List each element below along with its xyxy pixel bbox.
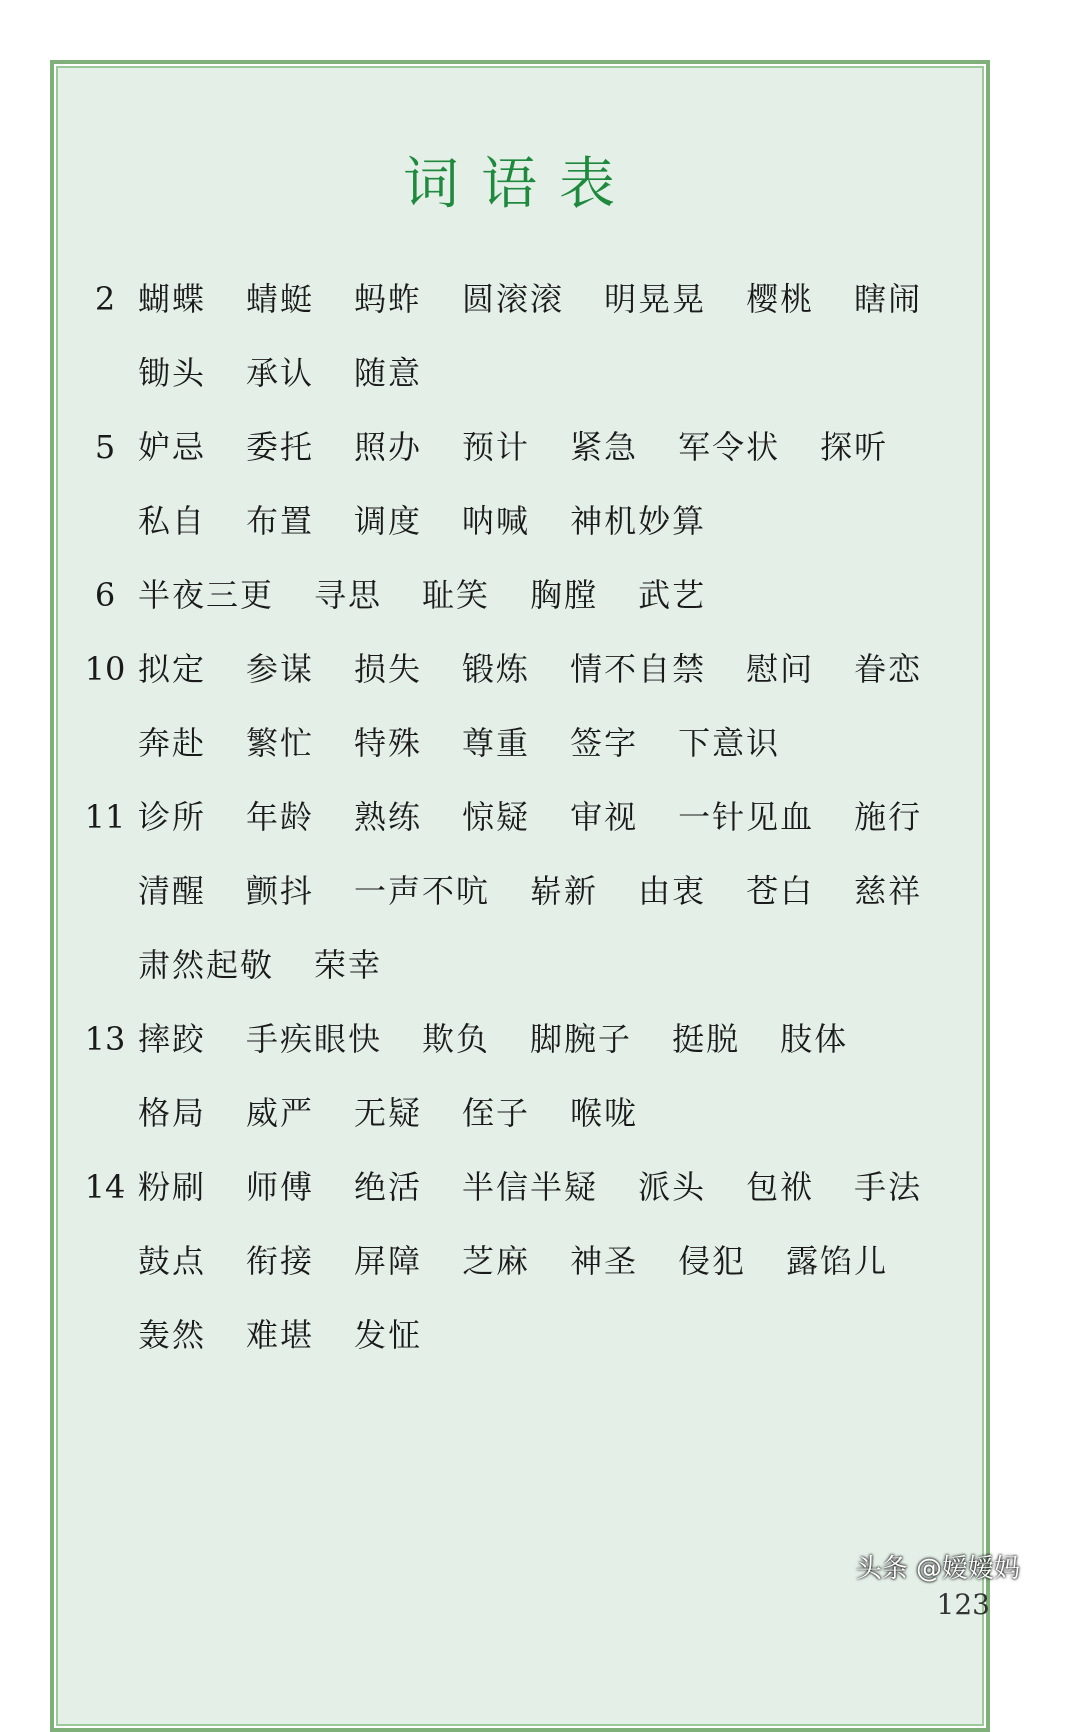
vocab-word: 慈祥	[854, 872, 923, 910]
vocab-word: 熟练	[354, 798, 423, 836]
vocab-word: 军令状	[678, 428, 781, 466]
vocab-word: 肢体	[780, 1020, 849, 1058]
vocab-word: 耻笑	[422, 576, 491, 614]
word-list	[138, 410, 972, 558]
vocab-word: 手法	[854, 1168, 923, 1206]
vocab-word: 繁忙	[246, 724, 315, 762]
vocab-word: 武艺	[638, 576, 707, 614]
vocab-word: 鼓点	[138, 1242, 207, 1280]
vocab-word: 屏障	[354, 1242, 423, 1280]
vocab-word: 私自	[138, 502, 207, 540]
page-number: 123	[936, 1588, 990, 1621]
lesson-number: 13	[84, 1020, 126, 1058]
lesson-number: 5	[94, 428, 116, 466]
vocab-word: 蜻蜓	[246, 280, 315, 318]
vocab-word: 粉刷	[138, 1168, 207, 1206]
vocab-word: 委托	[246, 428, 315, 466]
vocab-word: 由衷	[638, 872, 707, 910]
vocab-word: 格局	[138, 1094, 207, 1132]
vocab-word: 侵犯	[678, 1242, 747, 1280]
vocab-word: 轰然	[138, 1316, 207, 1354]
vocab-word: 紧急	[570, 428, 639, 466]
vocab-word: 预计	[462, 428, 531, 466]
vocab-word: 难堪	[246, 1316, 315, 1354]
vocab-word: 欺负	[422, 1020, 491, 1058]
vocab-word: 包袱	[746, 1168, 815, 1206]
vocab-word: 参谋	[246, 650, 315, 688]
vocab-word: 锄头	[138, 354, 207, 392]
vocab-word: 尊重	[462, 724, 531, 762]
vocab-word: 调度	[354, 502, 423, 540]
page-title: 词语表	[403, 152, 637, 217]
lesson-number: 6	[94, 576, 116, 614]
vocab-word: 妒忌	[138, 428, 207, 466]
vocab-word: 年龄	[246, 798, 315, 836]
vocab-word: 一声不吭	[354, 872, 491, 910]
vocab-word: 下意识	[678, 724, 781, 762]
vocab-word: 颤抖	[246, 872, 315, 910]
vocab-word: 清醒	[138, 872, 207, 910]
vocab-word: 布置	[246, 502, 315, 540]
vocab-word: 明晃晃	[604, 280, 707, 318]
vocab-word: 圆滚滚	[462, 280, 565, 318]
vocab-word: 发怔	[354, 1316, 423, 1354]
lesson-number: 11	[84, 798, 126, 836]
vocab-word: 半夜三更	[138, 576, 275, 614]
lesson-number: 14	[84, 1168, 126, 1206]
vocab-word: 签字	[570, 724, 639, 762]
vocab-word: 照办	[354, 428, 423, 466]
vocab-word: 损失	[354, 650, 423, 688]
vocab-word: 寻思	[314, 576, 383, 614]
lesson-number: 10	[84, 650, 126, 688]
vocab-word: 崭新	[530, 872, 599, 910]
vocab-word: 肃然起敬	[138, 946, 275, 984]
vocab-word: 衔接	[246, 1242, 315, 1280]
vocab-word: 挺脱	[672, 1020, 741, 1058]
vocab-list	[72, 262, 972, 1372]
vocab-word: 摔跤	[138, 1020, 207, 1058]
vocab-group	[72, 1150, 972, 1372]
vocab-word: 师傅	[246, 1168, 315, 1206]
vocab-word: 喉咙	[570, 1094, 639, 1132]
vocab-word: 绝活	[354, 1168, 423, 1206]
vocab-word: 审视	[570, 798, 639, 836]
vocab-word: 侄子	[462, 1094, 531, 1132]
vocab-word: 一针见血	[678, 798, 815, 836]
vocab-group	[72, 262, 972, 410]
word-list	[138, 1150, 972, 1372]
vocab-group	[72, 632, 972, 780]
word-list	[138, 262, 972, 410]
vocab-word: 苍白	[746, 872, 815, 910]
vocab-word: 露馅儿	[786, 1242, 889, 1280]
vocab-word: 神机妙算	[570, 502, 707, 540]
vocab-word: 胸膛	[530, 576, 599, 614]
vocab-word: 慰问	[746, 650, 815, 688]
vocab-word: 特殊	[354, 724, 423, 762]
watermark-label: 头条 @嫒嫒妈	[855, 1554, 1020, 1584]
vocab-word: 奔赴	[138, 724, 207, 762]
vocab-word: 锻炼	[462, 650, 531, 688]
vocab-word: 手疾眼快	[246, 1020, 383, 1058]
word-list	[138, 1002, 972, 1150]
vocab-word: 惊疑	[462, 798, 531, 836]
vocab-word: 威严	[246, 1094, 315, 1132]
vocab-word: 荣幸	[314, 946, 383, 984]
vocab-group	[72, 558, 972, 632]
word-list	[138, 632, 972, 780]
vocab-word: 无疑	[354, 1094, 423, 1132]
word-list	[138, 780, 972, 1002]
vocab-word: 派头	[638, 1168, 707, 1206]
vocab-word: 瞎闹	[854, 280, 923, 318]
vocab-word: 半信半疑	[462, 1168, 599, 1206]
vocab-word: 蚂蚱	[354, 280, 423, 318]
vocab-word: 随意	[354, 354, 423, 392]
vocab-word: 蝴蝶	[138, 280, 207, 318]
vocab-word: 脚腕子	[530, 1020, 633, 1058]
vocab-word: 芝麻	[462, 1242, 531, 1280]
vocab-group	[72, 1002, 972, 1150]
vocab-word: 情不自禁	[570, 650, 707, 688]
vocab-group	[72, 410, 972, 558]
vocab-word: 探听	[820, 428, 889, 466]
word-list	[138, 558, 972, 632]
vocab-word: 眷恋	[854, 650, 923, 688]
lesson-number: 2	[94, 280, 116, 318]
vocab-group	[72, 780, 972, 1002]
vocab-word: 施行	[854, 798, 923, 836]
vocab-word: 承认	[246, 354, 315, 392]
vocab-word: 呐喊	[462, 502, 531, 540]
vocab-word: 拟定	[138, 650, 207, 688]
vocab-word: 诊所	[138, 798, 207, 836]
vocab-word: 樱桃	[746, 280, 815, 318]
vocab-word: 神圣	[570, 1242, 639, 1280]
